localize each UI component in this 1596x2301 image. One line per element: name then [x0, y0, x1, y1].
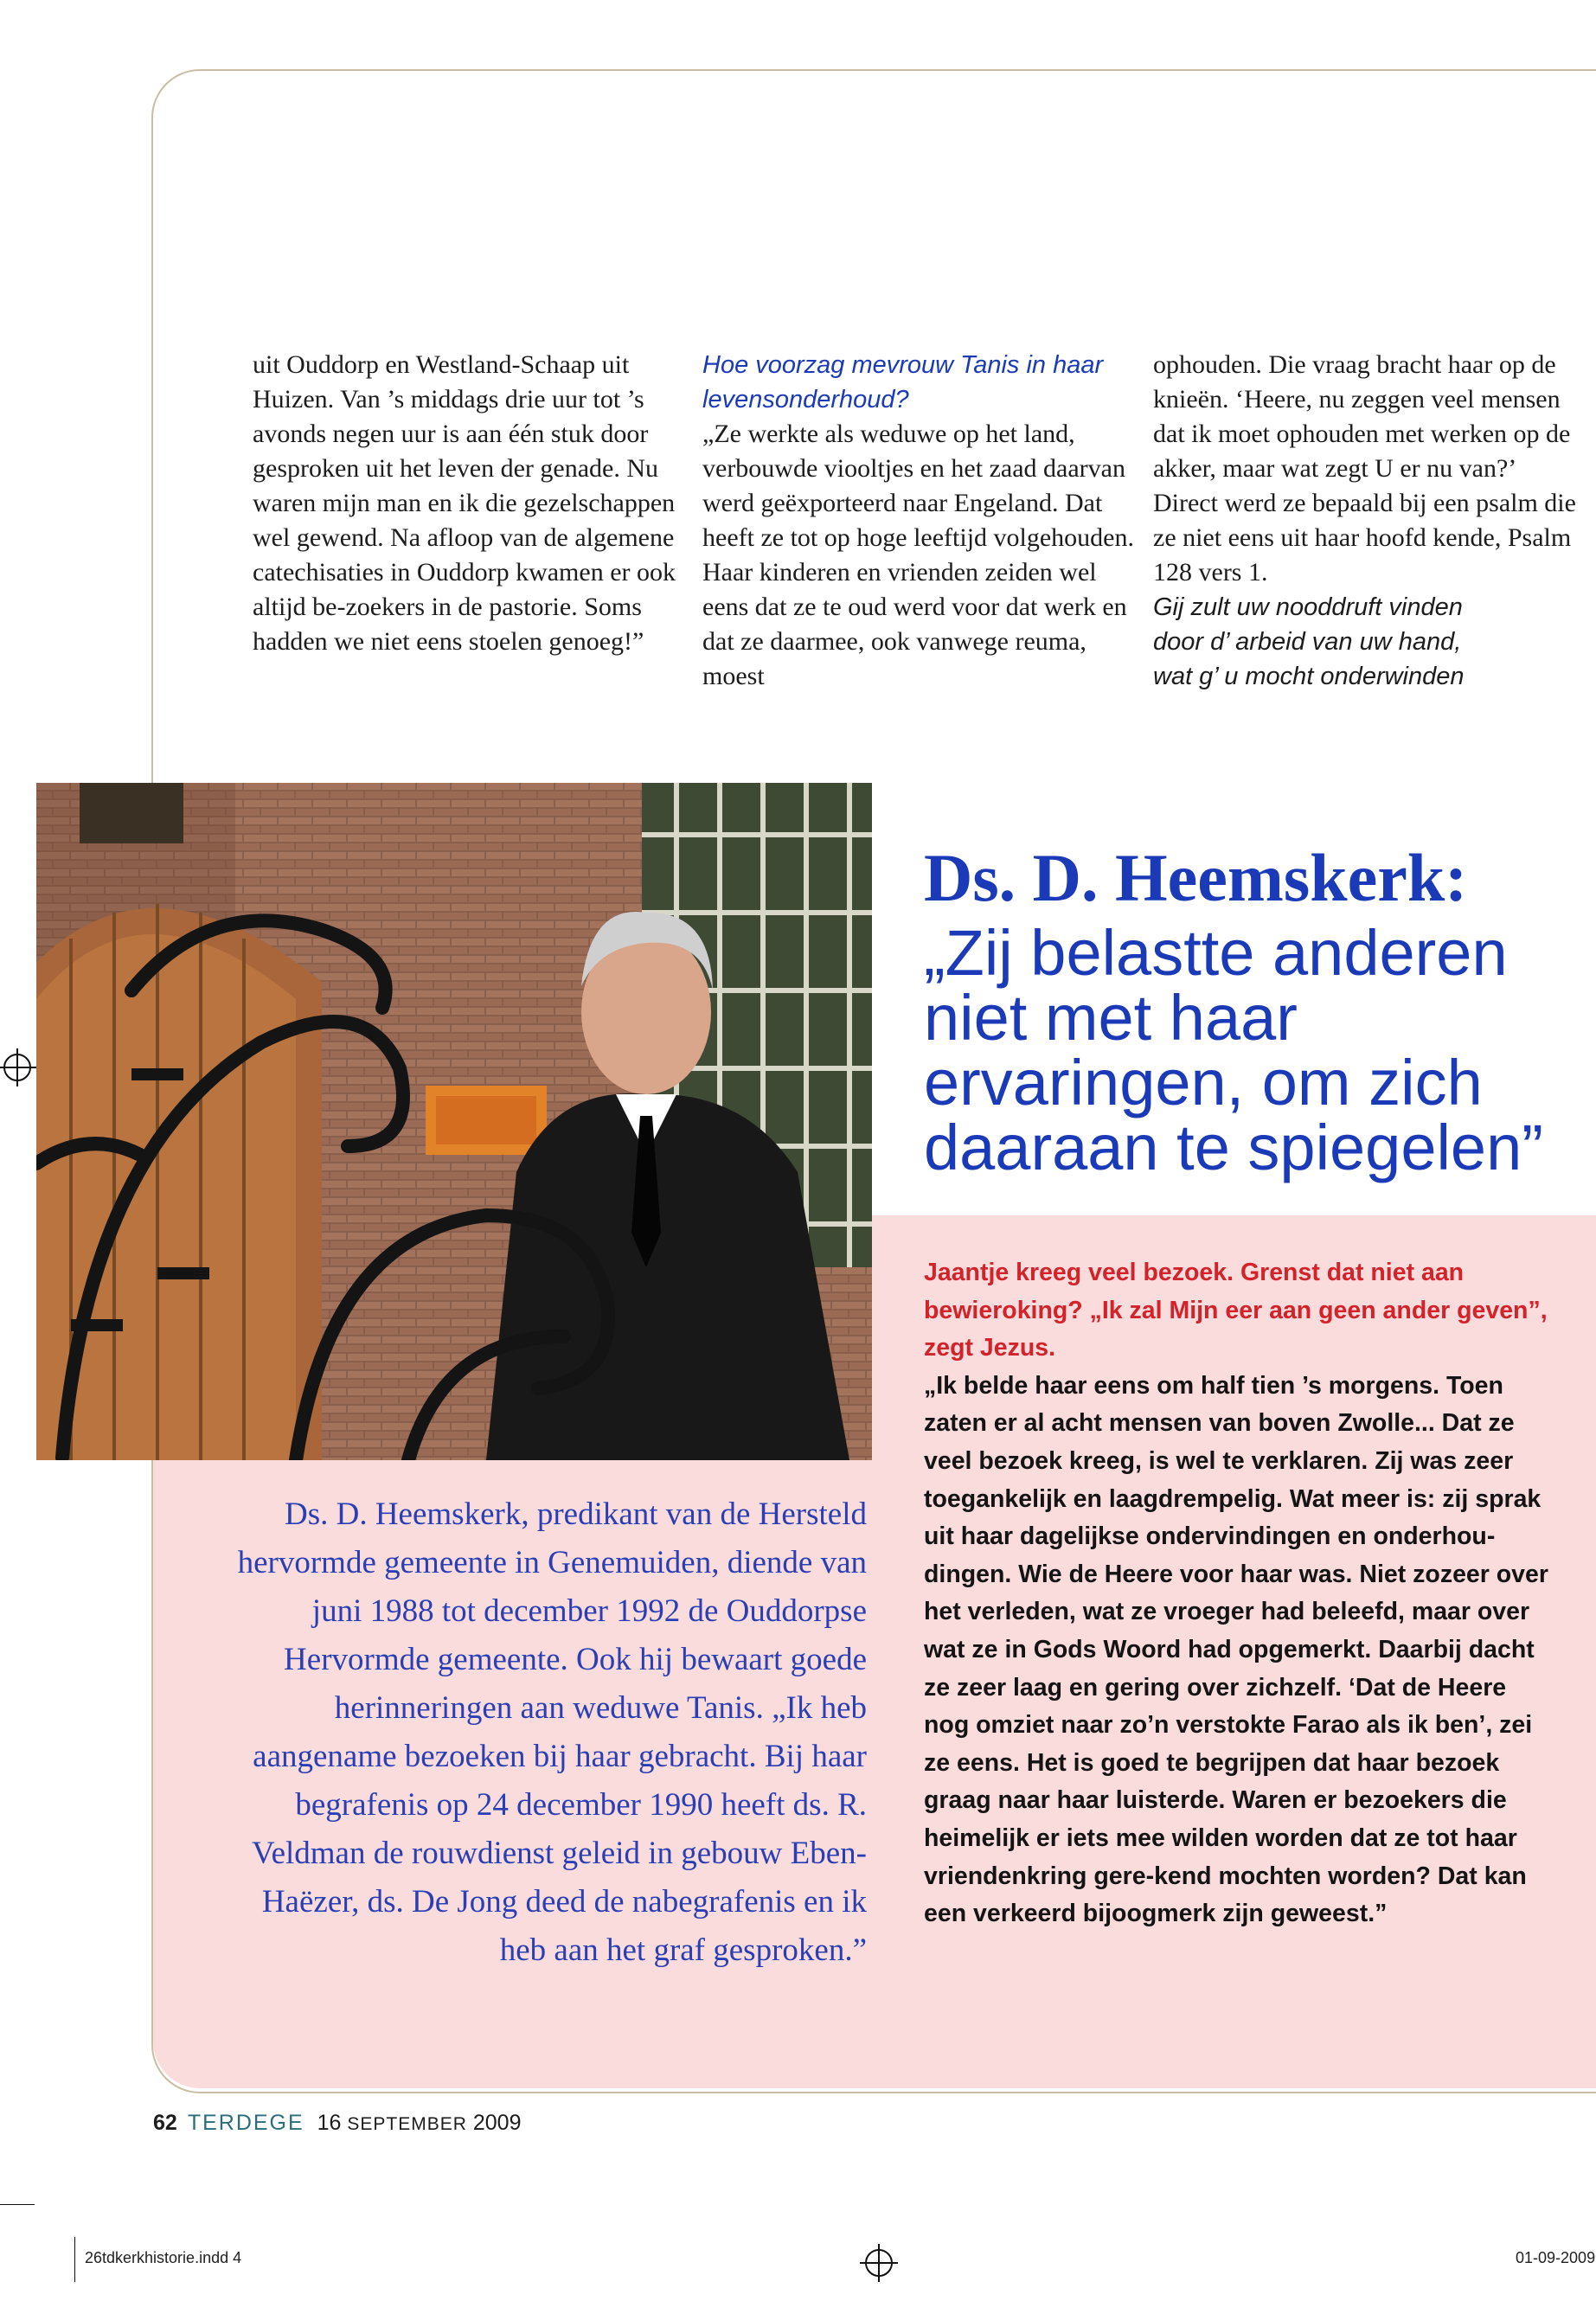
crop-mark-left: [0, 2204, 35, 2205]
column-paragraph: uit Ouddorp en Westland-Schaap uit Huizen. Van ’s middags drie uur tot ’s avonds negen uur is aan één stuk door gesproken uit het leven der genade. Nu waren mijn man en ik die gezelschappen wel gewend. Na afloop van de algemene catechisaties in Ouddorp kwamen er ook altijd be-zoekers in de pastorie. Soms hadden we niet eens stoelen genoeg!”: [253, 350, 676, 656]
slug-filename: 26tdkerkhistorie.indd 4: [85, 2249, 242, 2266]
crop-mark-bottom: [74, 2237, 75, 2282]
interview-block: [924, 1254, 1555, 1933]
footer-day: 16: [317, 2111, 342, 2135]
page-footer: [153, 2111, 522, 2136]
text-column-3: [1153, 348, 1586, 694]
column-question: Hoe voorzag mevrouw Tanis in haar levensonderhoud?: [702, 351, 1104, 413]
registration-mark-bottom: [865, 2249, 893, 2277]
slug-date: 01-09-2009: [1516, 2249, 1596, 2266]
magazine-name: TERDEGE: [187, 2111, 304, 2135]
interview-answer: „Ik belde haar eens om half tien ’s morgens. Toen zaten er al acht mensen van boven Zwolle... Dat ze veel bezoek kreeg, is wel te verklaren. Zij was zeer toegankelijk en laagdrempelig. Wat meer is: zij sprak uit haar dagelijkse ondervindingen en onderhou-dingen. Wie de Heere voor haar was. Niet zozeer over het verleden, wat ze vroeger had beleefd, maar over wat ze in Gods Woord had opgemerkt. Daarbij dacht ze zeer laag en gering over zichzelf. ‘Dat de Heere nog omziet naar zo’n verstokte Farao als ik ben’, zei ze eens. Het is goed te begrijpen dat haar bezoek graag naar haar luisterde. Waren er bezoekers die heimelijk er iets mee wilden worden dat ze tot haar vriendenkring gere-kend mochten worden? Dat kan een verkeerd bijoogmerk zijn geweest.”: [924, 1371, 1548, 1928]
portrait-photo: [36, 783, 872, 1460]
psalm-line: Gij zult uw nooddruft vinden: [1153, 593, 1463, 621]
footer-year: 2009: [472, 2111, 522, 2135]
column-paragraph: „Ze werkte als weduwe op het land, verbouwde viooltjes en het zaad daarvan werd geëxporteerd naar Engeland. Dat heeft ze tot op hoge leeftijd volgehouden. Haar kinderen en vrienden zeiden wel eens dat ze te oud werd voor dat werk en dat ze daarmee, ook vanwege reuma, moest: [702, 420, 1134, 690]
psalm-line: wat g’ u mocht onderwinden: [1153, 663, 1465, 690]
psalm-line: door d’ arbeid van uw hand,: [1153, 628, 1462, 656]
text-column-1: [253, 348, 685, 659]
page-number: 62: [153, 2111, 177, 2135]
headline-quote: „Zij belastte anderen niet met haar ervaringen, om zich daaraan te spiegelen”: [924, 917, 1543, 1183]
interview-question: Jaantje kreeg veel bezoek. Grenst dat niet aan bewieroking? „Ik zal Mijn eer aan geen ander geven”, zegt Jezus.: [924, 1259, 1548, 1362]
registration-mark-left: [3, 1054, 31, 1081]
footer-month: SEPTEMBER: [347, 2114, 467, 2134]
headline: [924, 840, 1590, 1183]
text-column-2: [702, 348, 1135, 694]
intro-text: Ds. D. Heemskerk, predikant van de Hersteld hervormde gemeente in Genemuiden, diende van juni 1988 tot december 1992 de Ouddorpse Hervormde gemeente. Ook hij bewaart goede herinneringen aan weduwe Tanis. „Ik heb aangename bezoeken bij haar gebracht. Bij haar begrafenis op 24 december 1990 heeft ds. R. Veldman de rouwdienst geleid in gebouw Eben-Haëzer, ds. De Jong deed de nabegrafenis en ik heb aan het graf gesproken.”: [237, 1497, 867, 1968]
column-paragraph: ophouden. Die vraag bracht haar op de knieën. ‘Heere, nu zeggen veel mensen dat ik moet ophouden met werken op de akker, maar wat zegt U er nu van?’ Direct werd ze bepaald bij een psalm die ze niet eens uit haar hoofd kende, Psalm 128 vers 1.: [1153, 350, 1576, 586]
headline-name: Ds. D. Heemskerk:: [924, 840, 1468, 915]
